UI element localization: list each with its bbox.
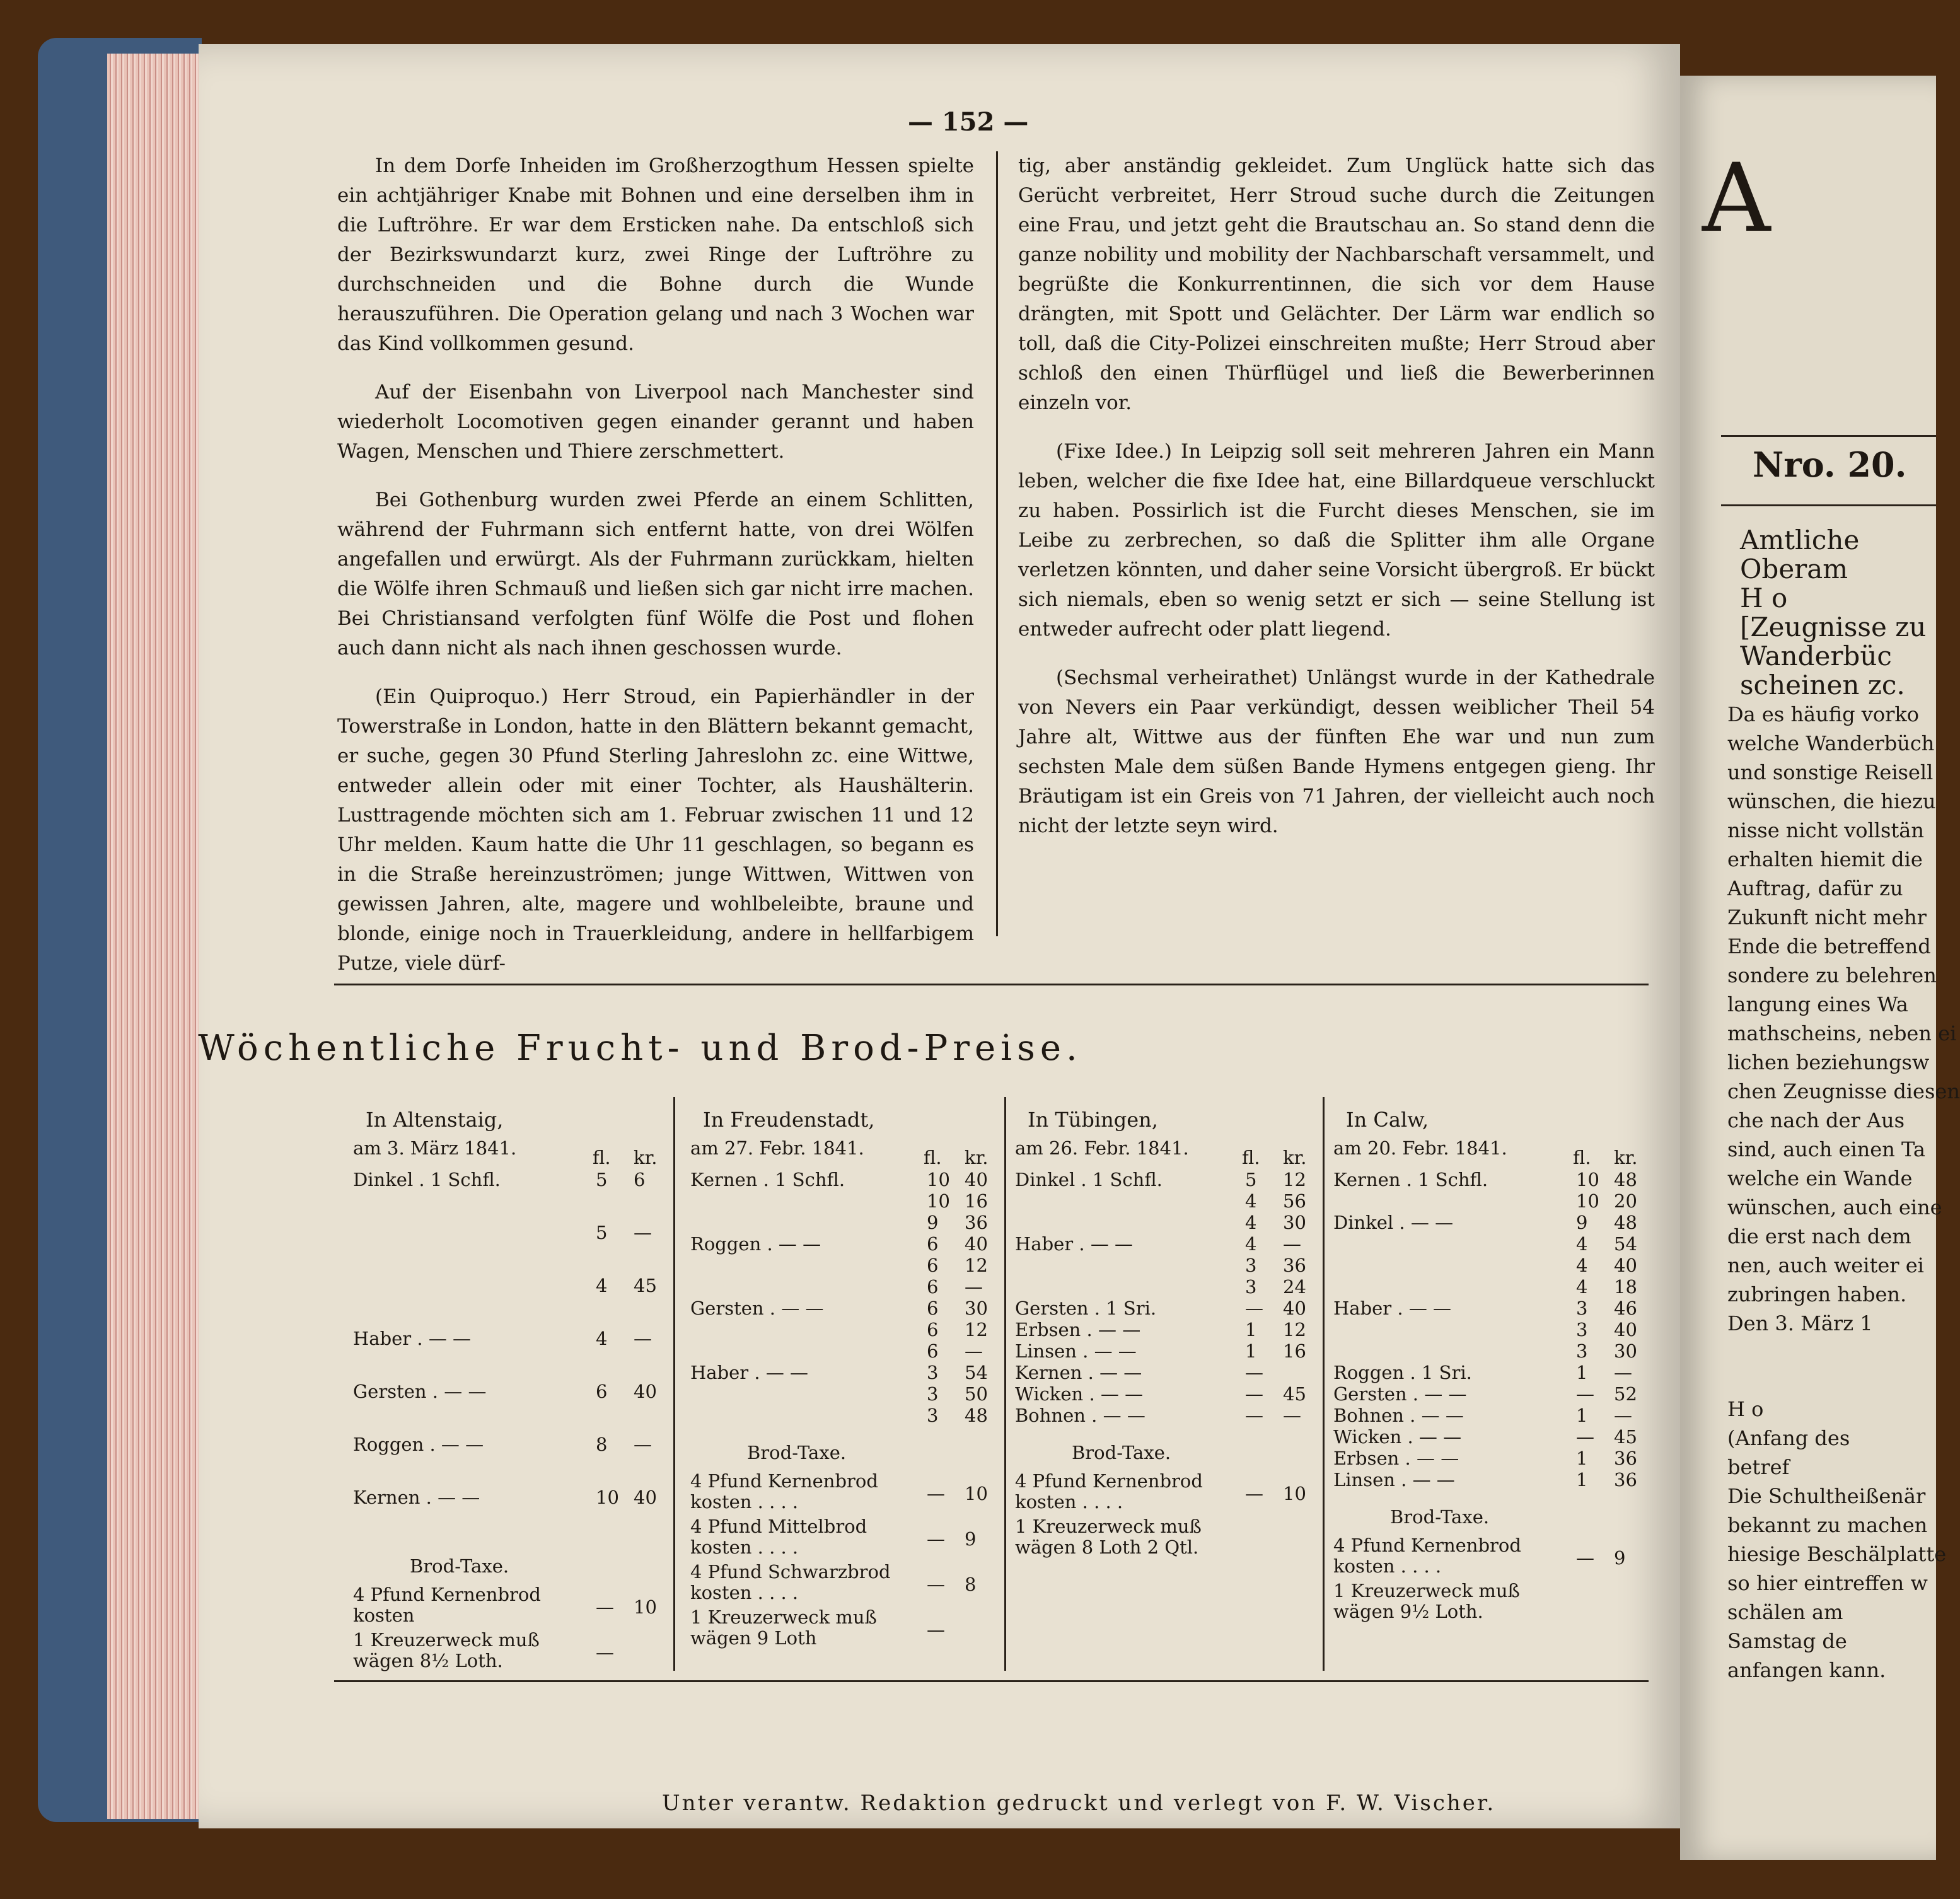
price-fl: 3: [1245, 1255, 1257, 1276]
price-fl: 3: [927, 1362, 939, 1383]
fl-header: fl.: [1573, 1147, 1591, 1168]
next-page-line: betref: [1727, 1455, 1790, 1479]
price-fl: —: [1576, 1383, 1594, 1405]
price-kr: 24: [1283, 1276, 1306, 1298]
price-fl: 1: [1576, 1362, 1588, 1383]
next-page-line: nisse nicht vollstän: [1727, 818, 1924, 842]
price-kr: 6: [634, 1169, 646, 1190]
page-number: — 152 —: [908, 107, 1029, 137]
price-row-name: Linsen . — —: [1015, 1340, 1137, 1362]
brod-fl: —: [1245, 1483, 1263, 1504]
brod-kr: 10: [1283, 1483, 1306, 1504]
price-row-name: Kernen . 1 Schfl.: [1333, 1169, 1488, 1190]
price-row-name: Dinkel . 1 Schfl.: [1015, 1169, 1163, 1190]
next-page-line: nen, auch weiter ei: [1727, 1253, 1924, 1277]
brod-fl: —: [1576, 1547, 1594, 1569]
next-page-line: Oberam: [1740, 554, 1848, 584]
brod-taxe-title: Brod-Taxe.: [747, 1442, 847, 1463]
price-fl: —: [1576, 1426, 1594, 1448]
price-kr: 46: [1614, 1298, 1637, 1319]
price-fl: 5: [1245, 1169, 1257, 1190]
price-fl: 1: [1576, 1405, 1588, 1426]
price-kr: 48: [965, 1405, 988, 1426]
market-town: In Calw,: [1346, 1108, 1429, 1132]
price-kr: 45: [634, 1275, 657, 1296]
brod-row-name: 4 Pfund Mittelbrod kosten . . . .: [690, 1516, 867, 1558]
price-kr: —: [1614, 1405, 1632, 1426]
price-row-name: Dinkel . 1 Schfl.: [353, 1169, 501, 1190]
fl-header: fl.: [593, 1147, 611, 1168]
price-fl: 6: [927, 1319, 939, 1340]
next-page-line: wünschen, auch eine: [1727, 1195, 1942, 1219]
price-kr: 36: [1283, 1255, 1306, 1276]
price-fl: 8: [596, 1434, 608, 1455]
kr-header: kr.: [1614, 1147, 1638, 1168]
price-fl: 1: [1576, 1448, 1588, 1469]
article-sechsmal: (Sechsmal verheirathet) Unlängst wurde in der Kathedrale von Nevers ein Paar verkündigt, dessen weiblicher Theil 54 Jahre alt, Wittwe aus der fünften Ehe war und nun zum sechsten Male dem süßen Bande Hymens entgegen gieng. Ihr Bräutigam ist ein Greis von 71 Jahren, der vielleicht auch noch nicht der letzte seyn wird.: [1018, 666, 1655, 837]
price-kr: 40: [1283, 1298, 1306, 1319]
next-page-line: (Anfang des: [1727, 1426, 1850, 1450]
price-kr: 12: [965, 1255, 988, 1276]
brod-fl: —: [927, 1483, 945, 1504]
brod-kr: 9: [965, 1528, 977, 1550]
price-fl: 10: [596, 1487, 619, 1508]
brod-kr: 10: [965, 1483, 988, 1504]
article-gothenburg: Bei Gothenburg wurden zwei Pferde an einem Schlitten, während der Fuhrmann sich entfernt hatte, von drei Wölfen angefallen und erwürgt. Als der Fuhrmann zurückkam, hielten die Wölfe ihren Schmauß und ließen sich gar nicht irre machen. Bei Christiansand verfolgten fünf Wölfe die Post und flohen auch dann nicht als nach ihnen geschossen wurde.: [337, 489, 974, 659]
next-page-line: hiesige Beschälplatte: [1727, 1542, 1947, 1566]
price-fl: 6: [596, 1381, 608, 1402]
next-page-line: H o: [1727, 1397, 1764, 1421]
brod-fl: —: [927, 1619, 945, 1641]
price-kr: —: [965, 1276, 983, 1298]
price-row-name: Roggen . — —: [690, 1233, 821, 1255]
price-row-name: Wicken . — —: [1333, 1426, 1462, 1448]
price-fl: 9: [927, 1212, 939, 1233]
price-row-name: Roggen . 1 Sri.: [1333, 1362, 1472, 1383]
price-kr: —: [1283, 1233, 1301, 1255]
price-kr: 48: [1614, 1169, 1637, 1190]
price-row-name: Kernen . — —: [353, 1487, 480, 1508]
column-divider: [996, 151, 998, 936]
price-kr: 56: [1283, 1190, 1306, 1212]
price-row-name: Kernen . 1 Schfl.: [690, 1169, 845, 1190]
next-page-line: sind, auch einen Ta: [1727, 1137, 1925, 1161]
price-kr: —: [965, 1340, 983, 1362]
next-page-line: lichen beziehungsw: [1727, 1050, 1930, 1074]
table-title: [0, 1028, 1936, 1069]
price-fl: —: [1245, 1298, 1263, 1319]
next-page-line: mathscheins, neben ei: [1727, 1021, 1957, 1045]
next-page-line: anfangen kann.: [1727, 1658, 1886, 1682]
price-fl: —: [1245, 1383, 1263, 1405]
price-kr: —: [634, 1222, 652, 1243]
next-page-line: Da es häufig vorko: [1727, 702, 1920, 726]
market-town: In Tübingen,: [1028, 1108, 1158, 1132]
price-fl: 4: [596, 1275, 608, 1296]
price-kr: 12: [1283, 1169, 1306, 1190]
price-row-name: Gersten . — —: [1333, 1383, 1467, 1405]
next-page-line: Ende die betreffend: [1727, 934, 1931, 958]
next-page-line: [Zeugnisse zu: [1740, 612, 1927, 642]
price-fl: 4: [1245, 1212, 1257, 1233]
next-page-line: chen Zeugnisse diesen: [1727, 1079, 1960, 1103]
kr-header: kr.: [634, 1147, 658, 1168]
price-kr: 30: [965, 1298, 988, 1319]
next-page-initial: A: [1702, 144, 1771, 253]
next-page-line: bekannt zu machen: [1727, 1513, 1928, 1537]
price-kr: 54: [1614, 1233, 1637, 1255]
price-row-name: Roggen . — —: [353, 1434, 484, 1455]
brod-fl: —: [596, 1596, 614, 1618]
brod-kr: 9: [1614, 1547, 1626, 1569]
price-kr: —: [1283, 1405, 1301, 1426]
price-kr: 45: [1614, 1426, 1637, 1448]
price-row-name: Gersten . — —: [690, 1298, 824, 1319]
article-quiproquo: (Ein Quiproquo.) Herr Stroud, ein Papierhändler in der Towerstraße in London, hatte in den Blättern bekannt gemacht, er suche, gegen 30 Pfund Sterling Jahreslohn zc. eine Wittwe, entweder allein oder mit einer Tochter, als Haushälterin. Lusttragende möchten sich am 1. Februar zwischen 11 und 12 Uhr melden. Kaum hatte die Uhr 11 geschlagen, so begann es in die Straße hereinzuströmen; junge Wittwen, Wittwen von gewissen Jahren, alte, magere und wohlbeleibte, braune und blonde, einige noch in Trauerkleidung, andere in hellfarbigem Putze, viele dürf-: [337, 685, 974, 975]
market-town: In Altenstaig,: [366, 1108, 504, 1132]
brod-kr: 8: [965, 1574, 977, 1595]
price-row-name: Gersten . 1 Sri.: [1015, 1298, 1157, 1319]
price-fl: 10: [1576, 1190, 1599, 1212]
price-kr: 30: [1614, 1340, 1637, 1362]
price-fl: 9: [1576, 1212, 1588, 1233]
next-page-line: Den 3. März 1: [1727, 1311, 1873, 1335]
price-fl: 5: [596, 1222, 608, 1243]
price-kr: 40: [1614, 1255, 1637, 1276]
price-fl: 1: [1576, 1469, 1588, 1490]
price-fl: —: [1245, 1362, 1263, 1383]
article-inheiden: In dem Dorfe Inheiden im Großherzogthum Hessen spielte ein achtjähriger Knabe mit Bohnen und eine derselben ihm in die Luftröhre. Er war dem Ersticken nahe. Da entschloß sich der Bezirkswundarzt kurz, zwei Ringe der Luftröhre zu durchschneiden und die Bohne durch die Wunde herauszuführen. Die Operation gelang und nach 3 Wochen war das Kind vollkommen gesund.: [337, 154, 974, 355]
price-fl: 6: [927, 1276, 939, 1298]
next-page-issue: Nro. 20.: [1753, 444, 1907, 485]
brod-fl: —: [927, 1574, 945, 1595]
price-kr: 50: [965, 1383, 988, 1405]
next-page-line: langung eines Wa: [1727, 992, 1908, 1016]
brod-kr: 10: [634, 1596, 657, 1618]
price-fl: 6: [927, 1233, 939, 1255]
article-liverpool: Auf der Eisenbahn von Liverpool nach Manchester sind wiederholt Locomotiven gegen einander gerannt und haben Wagen, Menschen und Thiere zerschmettert.: [337, 381, 974, 463]
price-kr: 16: [1283, 1340, 1306, 1362]
brod-row-name: 1 Kreuzerweck muß wägen 8½ Loth.: [353, 1629, 540, 1671]
market-date: am 26. Febr. 1841.: [1015, 1137, 1189, 1159]
price-fl: 4: [1576, 1233, 1588, 1255]
market-date: am 3. März 1841.: [353, 1137, 517, 1159]
price-fl: 4: [1245, 1190, 1257, 1212]
table-top-rule: [334, 984, 1649, 985]
brod-row-name: 1 Kreuzerweck muß wägen 9½ Loth.: [1333, 1580, 1520, 1622]
article-quiproquo-cont: tig, aber anständig gekleidet. Zum Unglück hatte sich das Gerücht verbreitet, Herr Stroud suche durch die Zeitungen eine Frau, und jetzt geht die Brautschau an. So stand denn die ganze nobility und mobility der Nachbarschaft versammelt, und begrüßte die Konkurrentinnen, die sich vor dem Hause drängten, mit Spott und Gelächter. Der Lärm war endlich so toll, daß die City-Polizei einschreiten mußte; Herr Stroud aber schloß den einen Thürflügel und ließ die Bewerberinnen einzeln vor.: [1018, 154, 1655, 414]
price-kr: 36: [1614, 1448, 1637, 1469]
price-fl: 10: [1576, 1169, 1599, 1190]
price-fl: 5: [596, 1169, 608, 1190]
price-fl: 4: [1245, 1233, 1257, 1255]
next-page-line: schälen am: [1727, 1600, 1843, 1624]
price-fl: 10: [927, 1190, 950, 1212]
price-kr: 40: [634, 1487, 657, 1508]
table-title-text: Wöchentliche Frucht- und Brod-Preise.: [198, 1028, 1082, 1069]
right-column: [1018, 151, 1655, 860]
price-kr: 40: [965, 1169, 988, 1190]
price-row-name: Haber . — —: [1333, 1298, 1452, 1319]
left-column: [337, 151, 974, 997]
price-row-name: Linsen . — —: [1333, 1469, 1455, 1490]
next-page-line: sondere zu belehren: [1727, 963, 1937, 987]
table-column-divider: [1323, 1097, 1325, 1671]
brod-row-name: 1 Kreuzerweck muß wägen 9 Loth: [690, 1606, 877, 1649]
price-row-name: Erbsen . — —: [1333, 1448, 1459, 1469]
next-page-line: erhalten hiemit die: [1727, 847, 1923, 871]
brod-row-name: 4 Pfund Kernenbrod kosten . . . .: [1333, 1535, 1521, 1577]
price-fl: 3: [1576, 1319, 1588, 1340]
brod-row-name: 4 Pfund Kernenbrod kosten . . . .: [1015, 1470, 1203, 1513]
brod-row-name: 1 Kreuzerweck muß wägen 8 Loth 2 Qtl.: [1015, 1516, 1202, 1558]
next-page-line: Wanderbüc: [1740, 641, 1892, 671]
price-fl: 3: [927, 1383, 939, 1405]
price-row-name: Bohnen . — —: [1015, 1405, 1145, 1426]
price-kr: —: [634, 1328, 652, 1349]
price-row-name: Kernen . — —: [1015, 1362, 1142, 1383]
price-row-name: Dinkel . — —: [1333, 1212, 1454, 1233]
price-kr: 54: [965, 1362, 988, 1383]
price-fl: 3: [1576, 1298, 1588, 1319]
brod-taxe-title: Brod-Taxe.: [410, 1555, 509, 1577]
kr-header: kr.: [965, 1147, 989, 1168]
next-page-line: die erst nach dem: [1727, 1224, 1911, 1248]
article-fixe-idee: (Fixe Idee.) In Leipzig soll seit mehreren Jahren ein Mann leben, welcher die fixe Idee hat, eine Billardqueue verschluckt zu haben. Possirlich ist die Furcht dieses Menschen, sie im Leibe zu zerbrechen, so daß die Splitter ihm alle Organe verletzen könnten, und daher seine Vorsicht übergroß. Er bückt sich niemals, eben so wenig setzt er sich — seine Stellung ist entweder aufrecht oder platt liegend.: [1018, 440, 1655, 641]
price-row-name: Haber . — —: [1015, 1233, 1134, 1255]
brod-row-name: 4 Pfund Schwarzbrod kosten . . . .: [690, 1561, 891, 1603]
price-fl: 3: [1245, 1276, 1257, 1298]
price-kr: 40: [634, 1381, 657, 1402]
price-fl: 6: [927, 1298, 939, 1319]
price-kr: 12: [1283, 1319, 1306, 1340]
price-kr: 40: [965, 1233, 988, 1255]
next-page-line: Auftrag, dafür zu: [1727, 876, 1903, 900]
price-fl: 4: [1576, 1255, 1588, 1276]
price-kr: 36: [965, 1212, 988, 1233]
next-page-line: Amtliche: [1740, 525, 1860, 555]
price-fl: 1: [1245, 1319, 1257, 1340]
brod-fl: —: [927, 1528, 945, 1550]
price-kr: 40: [1614, 1319, 1637, 1340]
imprint: Unter verantw. Redaktion gedruckt und verlegt von F. W. Vischer.: [662, 1791, 1496, 1816]
next-page-line: Samstag de: [1727, 1629, 1847, 1653]
brod-row-name: 4 Pfund Kernenbrod kosten . . . .: [690, 1470, 878, 1513]
page-edges: [107, 54, 202, 1819]
next-page-line: che nach der Aus: [1727, 1108, 1905, 1132]
price-kr: 48: [1614, 1212, 1637, 1233]
next-page-rule-2: [1721, 504, 1936, 506]
brod-taxe-title: Brod-Taxe.: [1390, 1506, 1490, 1528]
kr-header: kr.: [1283, 1147, 1307, 1168]
price-fl: 3: [927, 1405, 939, 1426]
brod-row-name: 4 Pfund Kernenbrod kosten: [353, 1584, 541, 1626]
market-date: am 27. Febr. 1841.: [690, 1137, 864, 1159]
price-fl: —: [1245, 1405, 1263, 1426]
price-fl: 6: [927, 1340, 939, 1362]
price-row-name: Haber . — —: [690, 1362, 809, 1383]
next-page-line: so hier eintreffen w: [1727, 1571, 1928, 1595]
next-page-line: Die Schultheißenär: [1727, 1484, 1926, 1508]
price-fl: 10: [927, 1169, 950, 1190]
table-bottom-rule: [334, 1680, 1649, 1682]
market-town: In Freudenstadt,: [703, 1108, 875, 1132]
next-page-line: welche Wanderbüch: [1727, 731, 1935, 755]
next-page-line: und sonstige Reisell: [1727, 760, 1934, 784]
brod-taxe-title: Brod-Taxe.: [1072, 1442, 1171, 1463]
next-page-rule: [1721, 435, 1936, 437]
price-kr: 52: [1614, 1383, 1637, 1405]
price-kr: 45: [1283, 1383, 1306, 1405]
fl-header: fl.: [924, 1147, 942, 1168]
price-kr: 36: [1614, 1469, 1637, 1490]
price-fl: 6: [927, 1255, 939, 1276]
price-kr: —: [1614, 1362, 1632, 1383]
market-date: am 20. Febr. 1841.: [1333, 1137, 1507, 1159]
price-row-name: Bohnen . — —: [1333, 1405, 1464, 1426]
price-kr: —: [634, 1434, 652, 1455]
price-kr: 20: [1614, 1190, 1637, 1212]
price-fl: 4: [596, 1328, 608, 1349]
price-row-name: Erbsen . — —: [1015, 1319, 1141, 1340]
next-page-line: scheinen zc.: [1740, 670, 1905, 700]
next-page-line: H o: [1740, 583, 1788, 613]
next-page-line: zubringen haben.: [1727, 1282, 1907, 1306]
next-page-line: Zukunft nicht mehr: [1727, 905, 1927, 929]
price-fl: 1: [1245, 1340, 1257, 1362]
price-row-name: Haber . — —: [353, 1328, 472, 1349]
next-page-line: welche ein Wande: [1727, 1166, 1913, 1190]
next-page-line: wünschen, die hiezu: [1727, 789, 1936, 813]
price-row-name: Gersten . — —: [353, 1381, 487, 1402]
price-kr: 16: [965, 1190, 988, 1212]
price-fl: 4: [1576, 1276, 1588, 1298]
fl-header: fl.: [1242, 1147, 1260, 1168]
price-kr: 30: [1283, 1212, 1306, 1233]
table-column-divider: [1004, 1097, 1006, 1671]
price-row-name: Wicken . — —: [1015, 1383, 1144, 1405]
table-column-divider: [673, 1097, 675, 1671]
price-kr: 12: [965, 1319, 988, 1340]
brod-fl: —: [596, 1642, 614, 1663]
price-kr: 18: [1614, 1276, 1637, 1298]
price-fl: 3: [1576, 1340, 1588, 1362]
